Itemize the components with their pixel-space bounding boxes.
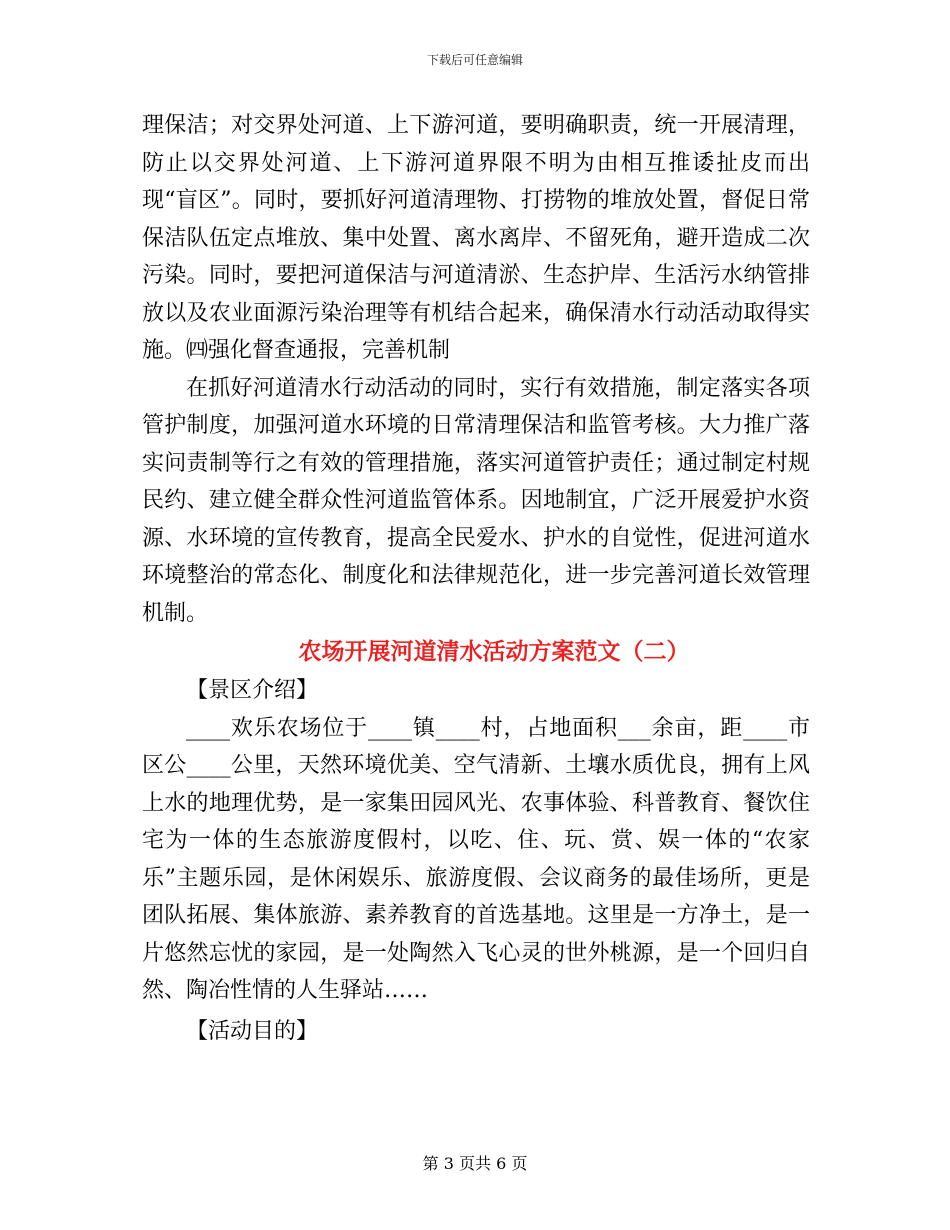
- section-title: 农场开展河道清水活动方案范文（二）: [298, 638, 690, 665]
- paragraph-scenic-intro: ____欢乐农场位于____镇____村，占地面积___余亩，距____市区公____公里，天然环境优美、空气清新、土壤水质优良，拥有上风上水的地理优势，是一家集田园风光、农事体验、科普教育、餐饮住宅为一体的生态旅游度假村，以吃、住、玩、赏、娱一体的“农家乐”主题乐园，是休闲娱乐、旅游度假、会议商务的最佳场所，更是团队拓展、集体旅游、素养教育的首选基地。这里是一方净土，是一片悠然忘忧的家园，是一处陶然入飞心灵的世外桃源，是一个回归自然、陶冶性情的人生驿站……: [142, 715, 810, 1003]
- paragraph-cleaning-duty: 理保洁；对交界处河道、上下游河道，要明确职责，统一开展清理，防止以交界处河道、上下游河道界限不明为由相互推诿扯皮而出现“盲区”。同时，要抓好河道清理物、打捞物的堆放处置，督促日常保洁队伍定点堆放、集中处置、离水离岸、不留死角，避开造成二次污染。同时，要把河道保洁与河道清淤、生态护岸、生活污水纳管排放以及农业面源污染治理等有机结合起来，确保清水行动活动取得实施。㈣强化督查通报，完善机制: [142, 113, 810, 363]
- heading-scenic-intro: 【景区介绍】: [186, 678, 319, 703]
- document-body: [142, 107, 810, 1050]
- paragraph-supervision: 在抓好河道清水行动活动的同时，实行有效措施，制定落实各项管护制度，加强河道水环境的日常清理保洁和监管考核。大力推广落实问责制等行之有效的管理措施，落实河道管护责任；通过制定村规民约、建立健全群众性河道监管体系。因地制宜，广泛开展爱护水资源、水环境的宣传教育，提高全民爱水、护水的自觉性，促进河道水环境整治的常态化、制度化和法律规范化，进一步完善河道长效管理机制。: [142, 375, 810, 626]
- page-header: 下载后可任意编辑: [426, 53, 523, 67]
- heading-activity-purpose: 【活动目的】: [186, 1018, 319, 1044]
- page-number: 第 3 页共 6 页: [422, 1154, 528, 1173]
